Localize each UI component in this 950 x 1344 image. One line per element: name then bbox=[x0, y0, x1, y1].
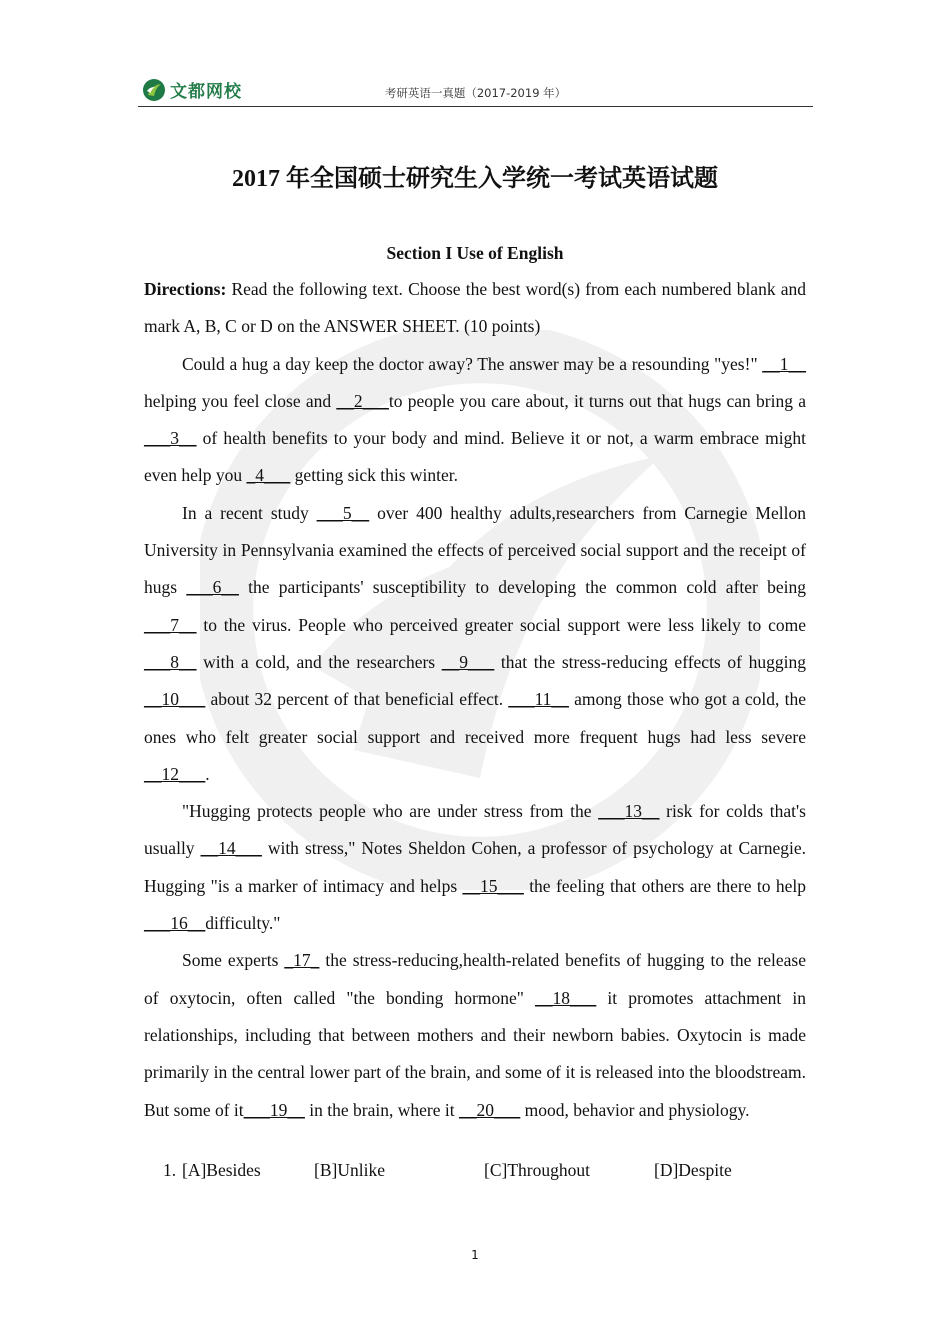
option-c: [C]Throughout bbox=[484, 1160, 590, 1180]
passage-text: Could a hug a day keep the doctor away? The answer may be a resounding "yes!" bbox=[182, 353, 763, 374]
blank-2: __2___ bbox=[336, 390, 389, 411]
page-number: 1 bbox=[471, 1248, 479, 1262]
blank-19: ___19__ bbox=[243, 1099, 305, 1120]
passage-paragraph-3 bbox=[144, 793, 806, 942]
page-title: 2017 年全国硕士研究生入学统一考试英语试题 bbox=[232, 166, 718, 192]
blank-12: __12___ bbox=[144, 763, 206, 784]
passage-text: In a recent study bbox=[182, 502, 317, 523]
blank-16: ___16__ bbox=[144, 913, 206, 934]
passage-paragraph-4 bbox=[144, 942, 806, 1128]
passage-text: that the stress-reducing effects of hugging bbox=[494, 651, 806, 672]
question-number: 1. bbox=[163, 1160, 177, 1180]
passage-text: the stress-reducing,health-related benefits of hugging to the release of oxytocin, often called "the bonding hormone" bbox=[144, 950, 806, 1008]
blank-20: __20___ bbox=[458, 1099, 521, 1120]
blank-18: __18___ bbox=[535, 987, 597, 1008]
directions-label: Directions: bbox=[144, 279, 227, 299]
passage-text: to people you care about, it turns out that hugs can bring a bbox=[388, 390, 806, 411]
passage-text: among those who got a cold, the ones who felt greater social support and received more frequent hugs had less severe bbox=[144, 689, 806, 747]
passage-text: about 32 percent of that beneficial effect. bbox=[205, 689, 509, 710]
passage-text: difficulty." bbox=[205, 913, 281, 934]
page-header bbox=[138, 74, 813, 107]
header-caption: 考研英语一真题（2017-2019 年） bbox=[384, 86, 567, 100]
passage-paragraph-2 bbox=[144, 495, 806, 793]
passage-text: the participants' susceptibility to developing the common cold after being bbox=[238, 577, 806, 598]
passage-text: with stress," Notes Sheldon Cohen, a professor of psychology at Carnegie. Hugging "is a marker of intimacy and helps bbox=[144, 838, 806, 896]
logo-text: 文都网校 bbox=[170, 82, 242, 102]
passage-text: the feeling that others are there to help bbox=[523, 875, 806, 896]
blank-8: ___8__ bbox=[144, 651, 197, 672]
blank-9: __9___ bbox=[441, 651, 495, 672]
passage-text: mood, behavior and physiology. bbox=[520, 1099, 750, 1120]
option-a: [A]Besides bbox=[182, 1160, 261, 1180]
blank-4: _4___ bbox=[246, 465, 291, 486]
question-1-options bbox=[0, 1160, 950, 1190]
passage-text: risk for colds that's usually bbox=[144, 801, 806, 859]
blank-1: __1__ bbox=[762, 353, 806, 374]
blank-6: ___6__ bbox=[186, 577, 239, 598]
option-d: [D]Despite bbox=[654, 1160, 732, 1180]
passage-text: getting sick this winter. bbox=[290, 465, 458, 486]
blank-10: __10___ bbox=[144, 689, 206, 710]
passage-text: helping you feel close and bbox=[144, 390, 337, 411]
passage-text: it promotes attachment in relationships, including that between mothers and their newborn babies. Oxytocin is made primarily in the central lower part of the brain, and some of it is released into the bloodstream. But some of it bbox=[144, 987, 807, 1120]
blank-5: ___5__ bbox=[316, 502, 370, 523]
passage-text: to the virus. People who perceived greater social support were less likely to come bbox=[196, 614, 806, 635]
passage-text: Some experts bbox=[182, 950, 285, 971]
document-body bbox=[144, 271, 806, 1129]
blank-13: ___13__ bbox=[598, 801, 660, 822]
option-b: [B]Unlike bbox=[314, 1160, 385, 1180]
passage-paragraph-1 bbox=[144, 346, 806, 495]
passage-text: with a cold, and the researchers bbox=[196, 651, 442, 672]
passage-text: in the brain, where it bbox=[304, 1099, 459, 1120]
passage-text: "Hugging protects people who are under stress from the bbox=[182, 801, 599, 822]
directions-paragraph bbox=[144, 271, 806, 346]
passage-text: . bbox=[205, 763, 210, 784]
blank-14: __14___ bbox=[200, 838, 262, 859]
blank-11: ___11__ bbox=[508, 689, 569, 710]
passage-text: over 400 healthy adults,researchers from Carnegie Mellon University in Pennsylvania examined the effects of perceived social support and the receipt of hugs bbox=[144, 502, 806, 598]
blank-3: ___3__ bbox=[144, 428, 197, 449]
blank-7: ___7__ bbox=[144, 614, 197, 635]
passage-text: of health benefits to your body and mind. Believe it or not, a warm embrace might even help you bbox=[144, 428, 806, 486]
blank-15: __15___ bbox=[462, 875, 524, 896]
section-title: Section I Use of English bbox=[386, 243, 564, 263]
directions-text: Read the following text. Choose the best word(s) from each numbered blank and mark A, B, C or D on the ANSWER SHEET. (10 points) bbox=[144, 279, 806, 337]
blank-17: _17_ bbox=[284, 950, 320, 971]
